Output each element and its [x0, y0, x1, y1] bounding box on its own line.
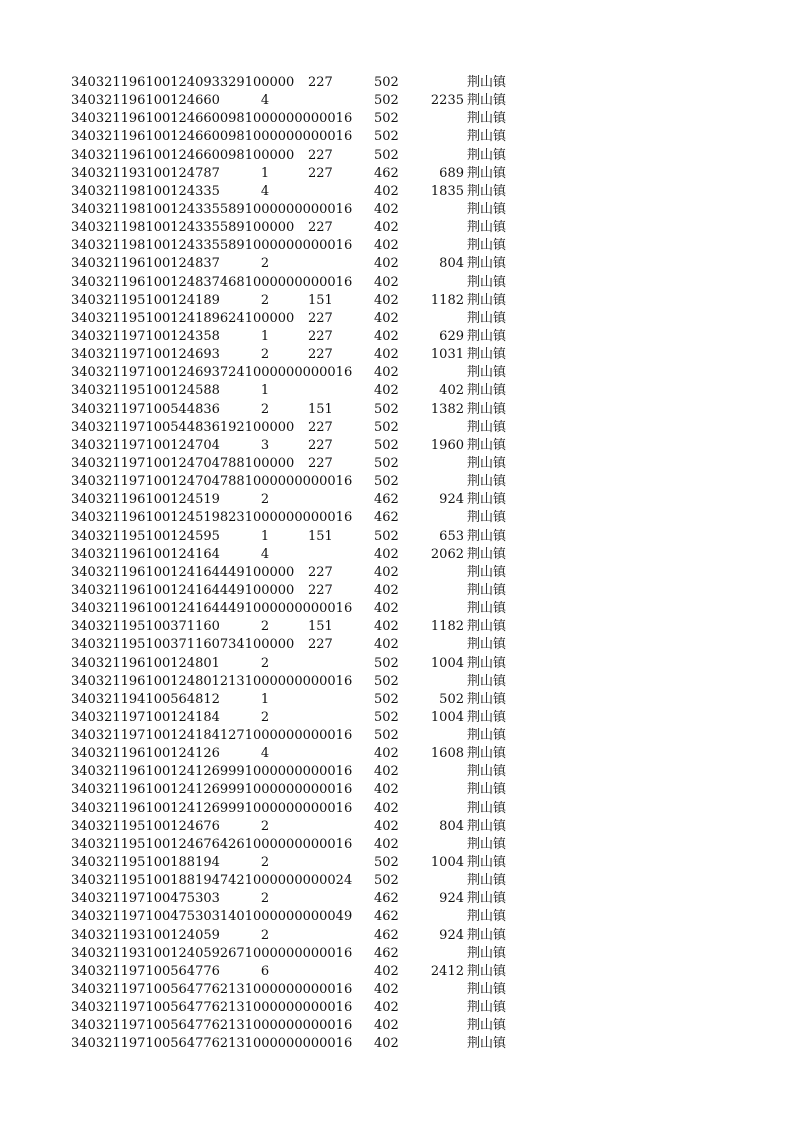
- rate-cell: 402: [374, 292, 399, 308]
- id-cell: 340321195100371160734100000: [71, 637, 295, 653]
- table-row: [0, 582, 793, 600]
- id-cell: 340321195100124676: [71, 818, 220, 834]
- count-cell: 2: [260, 256, 270, 272]
- amount-cell: 2235: [430, 93, 464, 109]
- id-cell: 340321197100564776: [71, 963, 220, 979]
- count-cell: 2: [260, 401, 270, 417]
- rate-cell: 462: [374, 909, 399, 925]
- table-row: [0, 800, 793, 818]
- code-cell: 227: [308, 419, 333, 435]
- table-row: [0, 328, 793, 346]
- code-cell: 151: [308, 292, 333, 308]
- town-cell: 荆山镇: [467, 183, 507, 199]
- town-cell: 荆山镇: [467, 927, 507, 943]
- town-cell: 荆山镇: [467, 782, 507, 798]
- town-cell: 荆山镇: [467, 365, 507, 381]
- amount-cell: 1004: [430, 709, 464, 725]
- table-row: [0, 818, 793, 836]
- table-row: [0, 310, 793, 328]
- amount-cell: 689: [439, 165, 464, 181]
- id-cell: 340321195100188194: [71, 855, 220, 871]
- table-row: [0, 854, 793, 872]
- id-cell: 340321197100124704788100000: [71, 455, 295, 471]
- id-cell: 3403211961001241644491000000000016: [71, 601, 353, 617]
- rate-cell: 502: [374, 691, 399, 707]
- rate-cell: 502: [374, 111, 399, 127]
- table-row: [0, 564, 793, 582]
- id-cell: 3403211971005647762131000000000016: [71, 1000, 353, 1016]
- code-cell: 227: [308, 147, 333, 163]
- table-row: [0, 147, 793, 165]
- rate-cell: 462: [374, 492, 399, 508]
- table-row: [0, 872, 793, 890]
- town-cell: 荆山镇: [467, 129, 507, 145]
- count-cell: 2: [260, 292, 270, 308]
- code-cell: 227: [308, 347, 333, 363]
- rate-cell: 402: [374, 274, 399, 290]
- town-cell: 荆山镇: [467, 238, 507, 254]
- table-row: [0, 763, 793, 781]
- count-cell: 6: [260, 963, 270, 979]
- count-cell: 2: [260, 492, 270, 508]
- rate-cell: 402: [374, 982, 399, 998]
- code-cell: 227: [308, 437, 333, 453]
- town-cell: 荆山镇: [467, 982, 507, 998]
- rate-cell: 402: [374, 1018, 399, 1034]
- town-cell: 荆山镇: [467, 855, 507, 871]
- town-cell: 荆山镇: [467, 891, 507, 907]
- spreadsheet-table: [0, 74, 793, 1054]
- count-cell: 4: [260, 183, 270, 199]
- id-cell: 3403211971004753031401000000000049: [71, 909, 353, 925]
- amount-cell: 1004: [430, 655, 464, 671]
- id-cell: 3403211951001881947421000000000024: [71, 873, 353, 889]
- rate-cell: 502: [374, 455, 399, 471]
- table-row: [0, 999, 793, 1017]
- id-cell: 340321194100564812: [71, 691, 220, 707]
- amount-cell: 804: [439, 818, 464, 834]
- amount-cell: 502: [439, 691, 464, 707]
- town-cell: 荆山镇: [467, 111, 507, 127]
- rate-cell: 402: [374, 818, 399, 834]
- code-cell: 151: [308, 528, 333, 544]
- town-cell: 荆山镇: [467, 1000, 507, 1016]
- town-cell: 荆山镇: [467, 1018, 507, 1034]
- id-cell: 3403211971001247047881000000000016: [71, 474, 353, 490]
- rate-cell: 402: [374, 746, 399, 762]
- count-cell: 4: [260, 546, 270, 562]
- rate-cell: 502: [374, 728, 399, 744]
- id-cell: 3403211971005647762131000000000016: [71, 982, 353, 998]
- rate-cell: 402: [374, 582, 399, 598]
- id-cell: 3403211961001248374681000000000016: [71, 274, 353, 290]
- rate-cell: 402: [374, 1036, 399, 1052]
- rate-cell: 462: [374, 165, 399, 181]
- town-cell: 荆山镇: [467, 836, 507, 852]
- id-cell: 340321196100124164449100000: [71, 564, 295, 580]
- id-cell: 340321195100124189624100000: [71, 310, 295, 326]
- count-cell: 2: [260, 655, 270, 671]
- table-row: [0, 509, 793, 527]
- rate-cell: 502: [374, 419, 399, 435]
- table-row: [0, 600, 793, 618]
- town-cell: 荆山镇: [467, 800, 507, 816]
- rate-cell: 502: [374, 709, 399, 725]
- id-cell: 340321197100124704: [71, 437, 220, 453]
- count-cell: 1: [260, 383, 270, 399]
- count-cell: 4: [260, 93, 270, 109]
- table-row: [0, 346, 793, 364]
- amount-cell: 629: [439, 328, 464, 344]
- town-cell: 荆山镇: [467, 1036, 507, 1052]
- town-cell: 荆山镇: [467, 619, 507, 635]
- table-row: [0, 745, 793, 763]
- rate-cell: 402: [374, 836, 399, 852]
- rate-cell: 402: [374, 800, 399, 816]
- rate-cell: 502: [374, 75, 399, 90]
- rate-cell: 502: [374, 401, 399, 417]
- rate-cell: 402: [374, 963, 399, 979]
- table-row: [0, 836, 793, 854]
- id-cell: 3403211981001243355891000000000016: [71, 238, 353, 254]
- code-cell: 227: [308, 75, 333, 90]
- amount-cell: 653: [439, 528, 464, 544]
- count-cell: 2: [260, 619, 270, 635]
- count-cell: 1: [260, 691, 270, 707]
- id-cell: 340321195100124588: [71, 383, 220, 399]
- rate-cell: 502: [374, 528, 399, 544]
- rate-cell: 462: [374, 927, 399, 943]
- rate-cell: 402: [374, 238, 399, 254]
- count-cell: 3: [260, 437, 270, 453]
- code-cell: 227: [308, 220, 333, 236]
- table-row: [0, 981, 793, 999]
- rate-cell: 402: [374, 310, 399, 326]
- table-row: [0, 92, 793, 110]
- rate-cell: 462: [374, 891, 399, 907]
- amount-cell: 1382: [430, 401, 464, 417]
- rate-cell: 502: [374, 474, 399, 490]
- town-cell: 荆山镇: [467, 147, 507, 163]
- amount-cell: 402: [439, 383, 464, 399]
- id-cell: 340321197100544836: [71, 401, 220, 417]
- id-cell: 340321197100124693: [71, 347, 220, 363]
- table-row: [0, 237, 793, 255]
- table-row: [0, 455, 793, 473]
- rate-cell: 502: [374, 673, 399, 689]
- code-cell: 227: [308, 637, 333, 653]
- table-row: [0, 1017, 793, 1035]
- rate-cell: 402: [374, 256, 399, 272]
- town-cell: 荆山镇: [467, 963, 507, 979]
- id-cell: 340321195100124595: [71, 528, 220, 544]
- amount-cell: 2412: [430, 963, 464, 979]
- count-cell: 2: [260, 709, 270, 725]
- rate-cell: 402: [374, 347, 399, 363]
- id-cell: 3403211971001246937241000000000016: [71, 365, 353, 381]
- town-cell: 荆山镇: [467, 292, 507, 308]
- amount-cell: 2062: [430, 546, 464, 562]
- code-cell: 151: [308, 619, 333, 635]
- town-cell: 荆山镇: [467, 637, 507, 653]
- id-cell: 340321197100124184: [71, 709, 220, 725]
- table-row: [0, 945, 793, 963]
- id-cell: 340321195100124189: [71, 292, 220, 308]
- amount-cell: 924: [439, 891, 464, 907]
- code-cell: 227: [308, 328, 333, 344]
- id-cell: 3403211931001240592671000000000016: [71, 945, 353, 961]
- town-cell: 荆山镇: [467, 328, 507, 344]
- amount-cell: 1182: [430, 619, 464, 635]
- amount-cell: 1182: [430, 292, 464, 308]
- code-cell: 227: [308, 165, 333, 181]
- rate-cell: 402: [374, 1000, 399, 1016]
- rate-cell: 402: [374, 619, 399, 635]
- id-cell: 3403211981001243355891000000000016: [71, 201, 353, 217]
- rate-cell: 402: [374, 601, 399, 617]
- id-cell: 3403211971001241841271000000000016: [71, 728, 353, 744]
- id-cell: 340321193100124787: [71, 165, 220, 181]
- id-cell: 340321196100124164: [71, 546, 220, 562]
- count-cell: 2: [260, 891, 270, 907]
- code-cell: 227: [308, 310, 333, 326]
- table-row: [0, 292, 793, 310]
- table-row: [0, 128, 793, 146]
- id-cell: 3403211961001241269991000000000016: [71, 782, 353, 798]
- rate-cell: 402: [374, 220, 399, 236]
- count-cell: 2: [260, 347, 270, 363]
- table-row: [0, 673, 793, 691]
- town-cell: 荆山镇: [467, 818, 507, 834]
- count-cell: 1: [260, 328, 270, 344]
- table-row: [0, 927, 793, 945]
- table-row: [0, 491, 793, 509]
- table-row: [0, 781, 793, 799]
- count-cell: 4: [260, 746, 270, 762]
- town-cell: 荆山镇: [467, 673, 507, 689]
- table-row: [0, 655, 793, 673]
- rate-cell: 402: [374, 328, 399, 344]
- town-cell: 荆山镇: [467, 75, 507, 90]
- town-cell: 荆山镇: [467, 582, 507, 598]
- table-row: [0, 437, 793, 455]
- id-cell: 340321196100124837: [71, 256, 220, 272]
- table-row: [0, 691, 793, 709]
- table-row: [0, 908, 793, 926]
- id-cell: 3403211961001248012131000000000016: [71, 673, 353, 689]
- id-cell: 340321198100124335589100000: [71, 220, 295, 236]
- table-row: [0, 74, 793, 92]
- rate-cell: 402: [374, 637, 399, 653]
- rate-cell: 502: [374, 147, 399, 163]
- town-cell: 荆山镇: [467, 347, 507, 363]
- id-cell: 340321197100544836192100000: [71, 419, 295, 435]
- table-row: [0, 364, 793, 382]
- town-cell: 荆山镇: [467, 220, 507, 236]
- town-cell: 荆山镇: [467, 256, 507, 272]
- code-cell: 151: [308, 401, 333, 417]
- rate-cell: 502: [374, 129, 399, 145]
- town-cell: 荆山镇: [467, 383, 507, 399]
- id-cell: 340321196100124660: [71, 93, 220, 109]
- table-row: [0, 219, 793, 237]
- town-cell: 荆山镇: [467, 746, 507, 762]
- id-cell: 3403211961001245198231000000000016: [71, 510, 353, 526]
- rate-cell: 502: [374, 873, 399, 889]
- town-cell: 荆山镇: [467, 728, 507, 744]
- id-cell: 340321196100124164449100000: [71, 582, 295, 598]
- town-cell: 荆山镇: [467, 510, 507, 526]
- rate-cell: 402: [374, 365, 399, 381]
- count-cell: 2: [260, 818, 270, 834]
- town-cell: 荆山镇: [467, 564, 507, 580]
- amount-cell: 924: [439, 927, 464, 943]
- id-cell: 3403211971005647762131000000000016: [71, 1018, 353, 1034]
- id-cell: 3403211961001246600981000000000016: [71, 129, 353, 145]
- code-cell: 227: [308, 455, 333, 471]
- table-row: [0, 709, 793, 727]
- town-cell: 荆山镇: [467, 419, 507, 435]
- rate-cell: 462: [374, 945, 399, 961]
- town-cell: 荆山镇: [467, 909, 507, 925]
- town-cell: 荆山镇: [467, 546, 507, 562]
- amount-cell: 924: [439, 492, 464, 508]
- amount-cell: 1835: [430, 183, 464, 199]
- town-cell: 荆山镇: [467, 93, 507, 109]
- id-cell: 3403211971005647762131000000000016: [71, 1036, 353, 1052]
- id-cell: 3403211961001246600981000000000016: [71, 111, 353, 127]
- town-cell: 荆山镇: [467, 945, 507, 961]
- id-cell: 340321196100124660098100000: [71, 147, 295, 163]
- table-row: [0, 401, 793, 419]
- rate-cell: 402: [374, 201, 399, 217]
- count-cell: 2: [260, 927, 270, 943]
- town-cell: 荆山镇: [467, 201, 507, 217]
- id-cell: 340321197100475303: [71, 891, 220, 907]
- count-cell: 2: [260, 855, 270, 871]
- rate-cell: 502: [374, 655, 399, 671]
- amount-cell: 1031: [430, 347, 464, 363]
- table-row: [0, 165, 793, 183]
- town-cell: 荆山镇: [467, 873, 507, 889]
- town-cell: 荆山镇: [467, 474, 507, 490]
- count-cell: 1: [260, 165, 270, 181]
- amount-cell: 1960: [430, 437, 464, 453]
- id-cell: 340321193100124059: [71, 927, 220, 943]
- amount-cell: 804: [439, 256, 464, 272]
- rate-cell: 402: [374, 183, 399, 199]
- table-row: [0, 274, 793, 292]
- town-cell: 荆山镇: [467, 274, 507, 290]
- town-cell: 荆山镇: [467, 165, 507, 181]
- town-cell: 荆山镇: [467, 528, 507, 544]
- town-cell: 荆山镇: [467, 401, 507, 417]
- town-cell: 荆山镇: [467, 691, 507, 707]
- amount-cell: 1608: [430, 746, 464, 762]
- table-row: [0, 1035, 793, 1053]
- table-row: [0, 110, 793, 128]
- town-cell: 荆山镇: [467, 437, 507, 453]
- table-row: [0, 963, 793, 981]
- amount-cell: 1004: [430, 855, 464, 871]
- rate-cell: 502: [374, 437, 399, 453]
- id-cell: 3403211961001241269991000000000016: [71, 800, 353, 816]
- town-cell: 荆山镇: [467, 764, 507, 780]
- table-row: [0, 382, 793, 400]
- id-cell: 340321197100124358: [71, 328, 220, 344]
- rate-cell: 402: [374, 782, 399, 798]
- id-cell: 340321196100124519: [71, 492, 220, 508]
- rate-cell: 462: [374, 510, 399, 526]
- rate-cell: 402: [374, 564, 399, 580]
- table-row: [0, 890, 793, 908]
- table-row: [0, 727, 793, 745]
- id-cell: 340321196100124093329100000: [71, 75, 295, 90]
- rate-cell: 402: [374, 764, 399, 780]
- id-cell: 340321196100124126: [71, 746, 220, 762]
- town-cell: 荆山镇: [467, 601, 507, 617]
- rate-cell: 502: [374, 855, 399, 871]
- table-row: [0, 419, 793, 437]
- code-cell: 227: [308, 564, 333, 580]
- town-cell: 荆山镇: [467, 455, 507, 471]
- table-row: [0, 636, 793, 654]
- id-cell: 3403211961001241269991000000000016: [71, 764, 353, 780]
- id-cell: 340321195100371160: [71, 619, 220, 635]
- table-row: [0, 201, 793, 219]
- code-cell: 227: [308, 582, 333, 598]
- rate-cell: 502: [374, 93, 399, 109]
- table-row: [0, 183, 793, 201]
- count-cell: 1: [260, 528, 270, 544]
- rate-cell: 402: [374, 546, 399, 562]
- id-cell: 3403211951001246764261000000000016: [71, 836, 353, 852]
- town-cell: 荆山镇: [467, 709, 507, 725]
- town-cell: 荆山镇: [467, 310, 507, 326]
- rate-cell: 402: [374, 383, 399, 399]
- id-cell: 340321196100124801: [71, 655, 220, 671]
- table-row: [0, 618, 793, 636]
- town-cell: 荆山镇: [467, 655, 507, 671]
- table-row: [0, 473, 793, 491]
- id-cell: 340321198100124335: [71, 183, 220, 199]
- town-cell: 荆山镇: [467, 492, 507, 508]
- table-row: [0, 546, 793, 564]
- table-row: [0, 255, 793, 273]
- table-row: [0, 528, 793, 546]
